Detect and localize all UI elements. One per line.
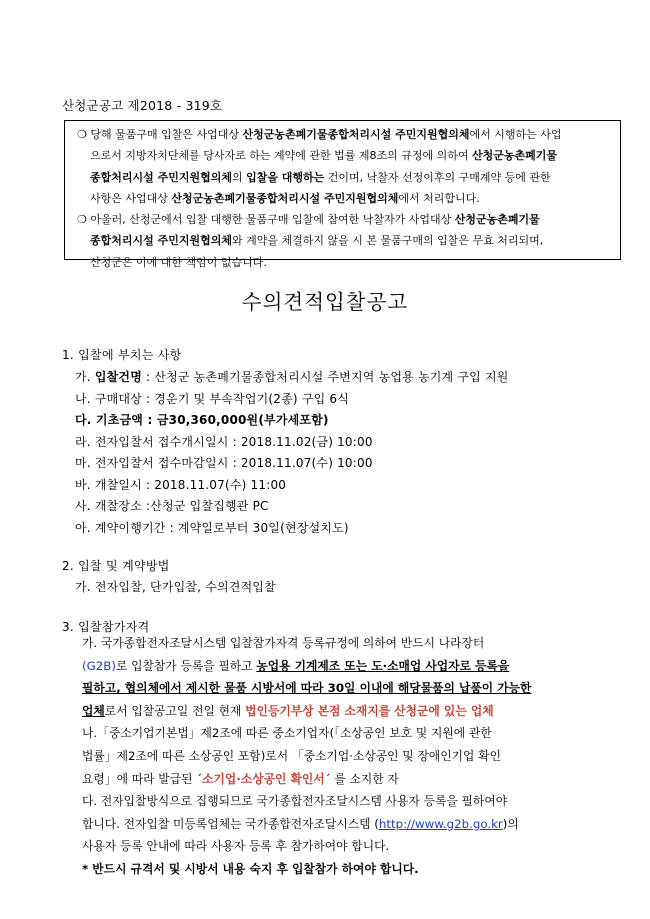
- box-paragraph-1: ❍ 당해 물품구매 입찰은 사업대상 산청군농촌폐기물종합처리시설 주민지원협의체에서 시행하는 사업 으로서 지방자치단체를 당사자로 하는 계약에 관한 법률 제8조의 규정에 의하여 산청군농촌폐기물 종합처리시설 주민지원협의체의 입찰을 대행하는 건이며, 낙찰자 선정이후의 구매계약 등에 관한 사항은 사업대상 산청군농촌폐기물종합처리시설 주민지원협의체에서 처리합니다.: [77, 128, 562, 205]
- section-3-body: [82, 632, 588, 881]
- item-1-na: 나. 구매대상 : 경운기 및 부속작업기(2종) 구입 6식: [75, 392, 350, 406]
- item-1-ra: 라. 전자입찰서 접수개시일시 : 2018.11.02(금) 10:00: [75, 435, 373, 449]
- item-1-ba: 바. 개찰일시 : 2018.11.07(수) 11:00: [75, 478, 287, 492]
- section-2-heading: 2. 입찰 및 계약방법: [62, 559, 170, 573]
- item-3-note: * 반드시 규격서 및 시방서 내용 숙지 후 입찰참가 하여야 합니다.: [82, 861, 419, 876]
- item-1-a: 아. 계약이행기간 : 계약일로부터 30일(현장설치도): [75, 521, 349, 535]
- g2b-link[interactable]: http://www.g2b.go.kr: [378, 816, 503, 831]
- item-1-ga: 가. 입찰건명 : 산청군 농촌폐기물종합처리시설 주변지역 농업용 농기계 구입 지원: [75, 370, 509, 384]
- section-1-heading: 1. 입찰에 부치는 사항: [62, 348, 182, 362]
- item-1-da: 다. 기초금액 : 금30,360,000원(부가세포함): [75, 413, 329, 427]
- item-3-da: 다. 전자입찰방식으로 집행되므로 국가종합전자조달시스템 사용자 등록을 필하여야 합니다. 전자입찰 미등록업체는 국가종합전자조달시스템 (http://www.g2b.go.kr)의 사용자 등록 안내에 따라 사용자 등록 후 참가하여야 합니다.: [82, 794, 519, 854]
- item-3-ga: 가. 국가종합전자조달시스템 입찰참가자격 등록규정에 의하여 반드시 나라장터 (G2B)로 입찰참가 등록을 필하고 농업용 기계제조 또는 도·소매업 사업자로 등록을 필하고, 협의체에서 제시한 물품 시방서에 따라 30일 이내에 해당물품의 납품이 가능한 업체로서 입찰공고일 전일 현재 법인등기부상 본점 소재지를 산청군에 있는 업체: [82, 636, 532, 718]
- notice-number: 산청군공고 제2018 - 319호: [62, 98, 223, 113]
- box-paragraph-2: ❍ 아울러, 산청군에서 입찰 대행한 물품구매 입찰에 참여한 낙찰자가 사업대상 산청군농촌폐기물 종합처리시설 주민지원협의체와 계약을 체결하지 않을 시 본 물품구매의 입찰은 무효 처리되며, 산청군은 이에 대한 책임이 없습니다.: [77, 213, 544, 269]
- notice-box: [64, 120, 621, 269]
- item-1-ma: 마. 전자입찰서 접수마감일시 : 2018.11.07(수) 10:00: [75, 456, 373, 470]
- section-3-heading: 3. 입찰참가자격: [62, 620, 150, 634]
- page-title: 수의견적입찰공고: [241, 290, 409, 314]
- item-2-ga: 가. 전자입찰, 단가입찰, 수의견적입찰: [75, 580, 276, 594]
- bullet-icon: ❍: [77, 128, 87, 141]
- bullet-icon: ❍: [77, 213, 87, 227]
- item-3-na: 나.「중소기업기본법」제2조에 따른 중소기업자(「소상공인 보호 및 지원에 관한 법률」제2조에 따른 소상공인 포함)로서 「중소기업·소상공인 및 장애인기업 확인 요령」에 따라 발급된 ´소기업·소상공인 확인서´ 를 소지한 자: [82, 726, 501, 786]
- item-1-sa: 사. 개찰장소 :산청군 입찰집행관 PC: [75, 499, 269, 513]
